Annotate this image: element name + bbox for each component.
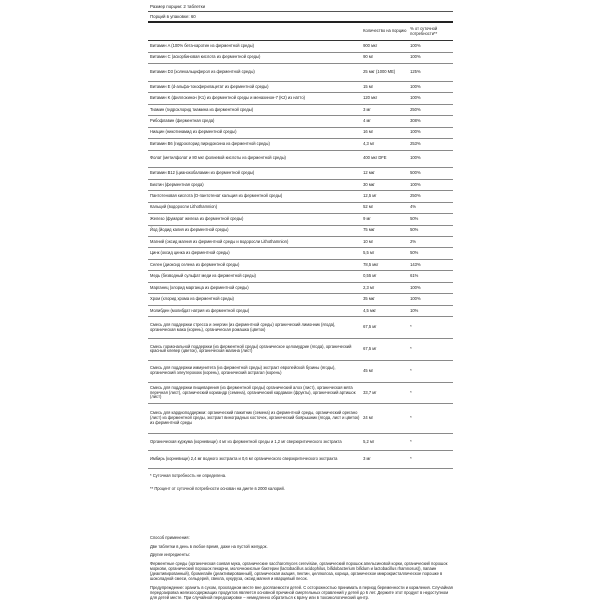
nutrient-amount: 5,2 мг: [362, 433, 409, 451]
nutrient-amount: 0,55 мг: [362, 271, 409, 282]
nutrient-amount: 3 мг: [362, 451, 409, 469]
table-row: [148, 214, 453, 225]
nutrient-amount: 16 мг: [362, 127, 409, 138]
nutrient-amount: 15 мг: [362, 81, 409, 92]
column-header-amount: Количество на порцию: [362, 23, 409, 40]
nutrient-name: Железо (фумарат железа из ферментной среды): [148, 214, 362, 225]
ingredients-heading: Другие ингредиенты:: [150, 552, 190, 558]
nutrient-name: Магний (оксид магния из ферментной среды и водоросли Lithothamnion): [148, 236, 362, 247]
table-row: [148, 64, 453, 82]
blend-amount: 67,5 мг: [362, 317, 409, 339]
nutrient-percent: 2%: [409, 236, 453, 247]
table-row: [148, 317, 453, 339]
table-row: [148, 339, 453, 361]
ingredients-text: Ферментные среды (органическая соевая мука, органические saccharomyces cerevisiae, органический порошок апельсиновой корки, органический порошок моркови, органический порошок пекарни, молочнокислые бактерии (lactobacillus acidophilus, bifidobacterium bifidum и lactobacillus rhamnosus)), папаин (деактивированный), бромелайн (деактивированный), органическая акация, пектин, целлюлоза, корица, органическое микрокристаллическое порошке в шоколадной смеси, сельдерей, свекла, кукуруза, оксид магния и кварцевый песок.: [150, 560, 448, 582]
nutrient-amount: 3 мг: [362, 104, 409, 115]
footnotes: [148, 473, 453, 491]
nutrient-percent: 100%: [409, 150, 453, 168]
nutrient-amount: 78,5 мкг: [362, 259, 409, 270]
nutrient-amount: 4 мг: [362, 116, 409, 127]
nutrient-name: Рибофлавин (ферментная среда): [148, 116, 362, 127]
nutrient-amount: 400 мкг DFE: [362, 150, 409, 168]
blend-percent: *: [409, 339, 453, 361]
nutrient-amount: 90 мг: [362, 52, 409, 63]
table-row: [148, 282, 453, 293]
table-row: [148, 139, 453, 150]
nutrient-percent: 10%: [409, 305, 453, 316]
nutrient-name: Витамин B12 (цианокобаламин из ферментной среды): [148, 168, 362, 179]
usage-heading: Способ применения:: [150, 535, 190, 541]
servings-per-container: Порций в упаковке: 60: [148, 12, 453, 23]
blend-name: Смесь для поддержки пищеварения (из ферментной среды) органический алоэ (лист), органическая мята перечная (лист), органический кориандр (семена), органический кардамон (фрукты), органический артишок (лист): [148, 382, 362, 404]
nutrient-percent: 100%: [409, 179, 453, 190]
nutrient-percent: 100%: [409, 127, 453, 138]
nutrient-name: Витамин B6 (гидрохлорид пиридоксина из ферментной среды): [148, 139, 362, 150]
table-header-row: [148, 23, 453, 40]
table-row: [148, 191, 453, 202]
nutrient-amount: 900 мкг: [362, 41, 409, 52]
table-row: [148, 225, 453, 236]
supplement-facts-panel: [148, 2, 453, 600]
blend-amount: 67,5 мг: [362, 339, 409, 361]
table-row: [148, 116, 453, 127]
nutrient-name: Витамин A (100% бета-каротин из ферментной среды): [148, 41, 362, 52]
nutrient-name: Тиамин (гидрохлорид тиамина из ферментной среды): [148, 104, 362, 115]
nutrient-name: Йод (йодид калия из ферментной среды): [148, 225, 362, 236]
table-row: [148, 150, 453, 168]
nutrient-percent: *: [409, 451, 453, 469]
nutrient-name: Ниацин (никотинамид из ферментной среды): [148, 127, 362, 138]
nutrient-name: Витамин C (аскорбиновая кислота из ферментной среды): [148, 52, 362, 63]
blend-percent: *: [409, 382, 453, 404]
table-row: [148, 81, 453, 92]
nutrient-percent: 253%: [409, 139, 453, 150]
nutrient-name: Медь (безводный сульфат меди из ферментной среды): [148, 271, 362, 282]
footnote-daily-value-not-established: * Суточная потребность не определена.: [150, 473, 227, 479]
nutrient-name: Марганец (хлорид марганца из ферментной среды): [148, 282, 362, 293]
blend-percent: *: [409, 360, 453, 382]
footnote-percent-basis: ** Процент от суточной потребности основан на диете в 2000 калорий.: [150, 486, 285, 492]
nutrient-percent: 500%: [409, 168, 453, 179]
table-row: [148, 104, 453, 115]
nutrient-percent: 100%: [409, 41, 453, 52]
nutrient-amount: 2,3 мг: [362, 282, 409, 293]
nutrition-table: [148, 23, 453, 469]
nutrient-amount: 30 мкг: [362, 179, 409, 190]
nutrient-percent: 50%: [409, 214, 453, 225]
table-row: [148, 404, 453, 433]
nutrient-percent: 250%: [409, 104, 453, 115]
table-row: [148, 451, 453, 469]
nutrient-name: Биотин (ферментная среда): [148, 179, 362, 190]
table-row: [148, 248, 453, 259]
nutrient-name: Витамин E (d-альфа-токоферилацетат из ферментной среды): [148, 81, 362, 92]
nutrient-name: Кальций (водоросли Lithothamnion): [148, 202, 362, 213]
blend-name: Смесь для поддержки иммунитета (из ферментной среды) экстракт европейской бузины (ягоды), органический элеутерококк (корень), органический астрагал (корень): [148, 360, 362, 382]
nutrient-percent: *: [409, 433, 453, 451]
blend-amount: 45 мг: [362, 360, 409, 382]
nutrient-name: Пантотеновая кислота (D-пантотенат кальция из ферментной среды): [148, 191, 362, 202]
table-row: [148, 41, 453, 52]
table-row: [148, 259, 453, 270]
table-row: [148, 294, 453, 305]
nutrient-name: Органическая куркума (корневище) 4 мг из ферментной среды и 1,2 мг сверхкритического экстракта: [148, 433, 362, 451]
table-row: [148, 382, 453, 404]
warning-text: Предупреждение: хранить в сухом, прохладном месте вне досягаемости детей. С осторожностью принимать в период беременности и кормления. Случайная передозировка железосодержащих продуктов является основной причиной смертельных отравлений у детей до 6 лет. Держите этот продукт в недоступном для детей месте. При случайной передозировке – немедленно обратиться к врачу или в токсикологический центр.: [150, 584, 453, 600]
nutrient-percent: 100%: [409, 52, 453, 63]
nutrient-amount: 10 мг: [362, 236, 409, 247]
nutrient-amount: 52 мг: [362, 202, 409, 213]
nutrient-amount: 4,3 мг: [362, 139, 409, 150]
table-row: [148, 127, 453, 138]
nutrient-name: Витамин K (филлохинон (K1) из ферментной среды и менахинон-7 (K2) из натто): [148, 93, 362, 104]
nutrient-name: Селен (диоксид селена из ферментной среды): [148, 259, 362, 270]
nutrient-name: Хром (хлорид хрома из ферментной среды): [148, 294, 362, 305]
blend-percent: *: [409, 317, 453, 339]
table-row: [148, 52, 453, 63]
nutrient-amount: 9 мг: [362, 214, 409, 225]
table-row: [148, 168, 453, 179]
table-row: [148, 433, 453, 451]
nutrient-percent: 100%: [409, 81, 453, 92]
table-row: [148, 236, 453, 247]
table-row: [148, 360, 453, 382]
nutrient-percent: 100%: [409, 282, 453, 293]
nutrient-amount: 5,5 мг: [362, 248, 409, 259]
nutrient-amount: 35 мкг: [362, 294, 409, 305]
nutrient-amount: 4,5 мкг: [362, 305, 409, 316]
blend-amount: 33,7 мг: [362, 382, 409, 404]
nutrient-amount: 12,5 мг: [362, 191, 409, 202]
nutrient-percent: 125%: [409, 64, 453, 82]
nutrient-percent: 4%: [409, 202, 453, 213]
nutrient-amount: 25 мкг (1000 МЕ): [362, 64, 409, 82]
nutrient-name: Цинк (оксид цинка из ферментной среды): [148, 248, 362, 259]
blend-percent: *: [409, 404, 453, 433]
nutrient-amount: 12 мкг: [362, 168, 409, 179]
table-row: [148, 93, 453, 104]
nutrient-amount: 75 мкг: [362, 225, 409, 236]
column-header-percent: % от суточной потребности**: [409, 23, 453, 40]
blend-name: Смесь гормональной поддержки (из ферментной среды) органическое целомудрие (ягода), органический красный клевер (цветок), органическая малина (лист): [148, 339, 362, 361]
blend-amount: 24 мг: [362, 404, 409, 433]
nutrient-percent: 50%: [409, 248, 453, 259]
nutrient-name: Фолат (метилфолат и 80 мкг фолиевой кислоты из ферментной среды): [148, 150, 362, 168]
nutrient-percent: 308%: [409, 116, 453, 127]
nutrient-name: Молибден (молибдат натрия из ферментной среды): [148, 305, 362, 316]
nutrient-percent: 61%: [409, 271, 453, 282]
nutrient-name: Имбирь (корневище) 2,4 мг водного экстракта и 0,6 мг органического сверхкритического экстракта: [148, 451, 362, 469]
table-row: [148, 305, 453, 316]
nutrient-percent: 100%: [409, 294, 453, 305]
blend-name: Смесь для кардиоподдержки: органический пажитник (семена) из ферментной среды, органический орегано (лист) из ферментной среды, экстракт виноградных косточек, органический боярышник (ягода, лист и цветок) из ферментной среды: [148, 404, 362, 433]
nutrient-amount: 120 мкг: [362, 93, 409, 104]
table-row: [148, 179, 453, 190]
serving-size: Размер порции: 2 таблетки: [148, 2, 453, 12]
table-row: [148, 202, 453, 213]
nutrient-percent: 100%: [409, 93, 453, 104]
usage-text: Две таблетки в день в любое время, даже на пустой желудок.: [150, 543, 268, 549]
table-row: [148, 271, 453, 282]
nutrient-percent: 50%: [409, 225, 453, 236]
nutrient-percent: 250%: [409, 191, 453, 202]
nutrient-percent: 143%: [409, 259, 453, 270]
nutrient-name: Витамин D3 (холекальциферол из ферментной среды): [148, 64, 362, 82]
blend-name: Смесь для поддержки стресса и энергии (из ферментной среды) органический лимонник (ягода), органическая мака (корень), органическая ромашка (цветок): [148, 317, 362, 339]
column-header-name: [148, 23, 362, 40]
